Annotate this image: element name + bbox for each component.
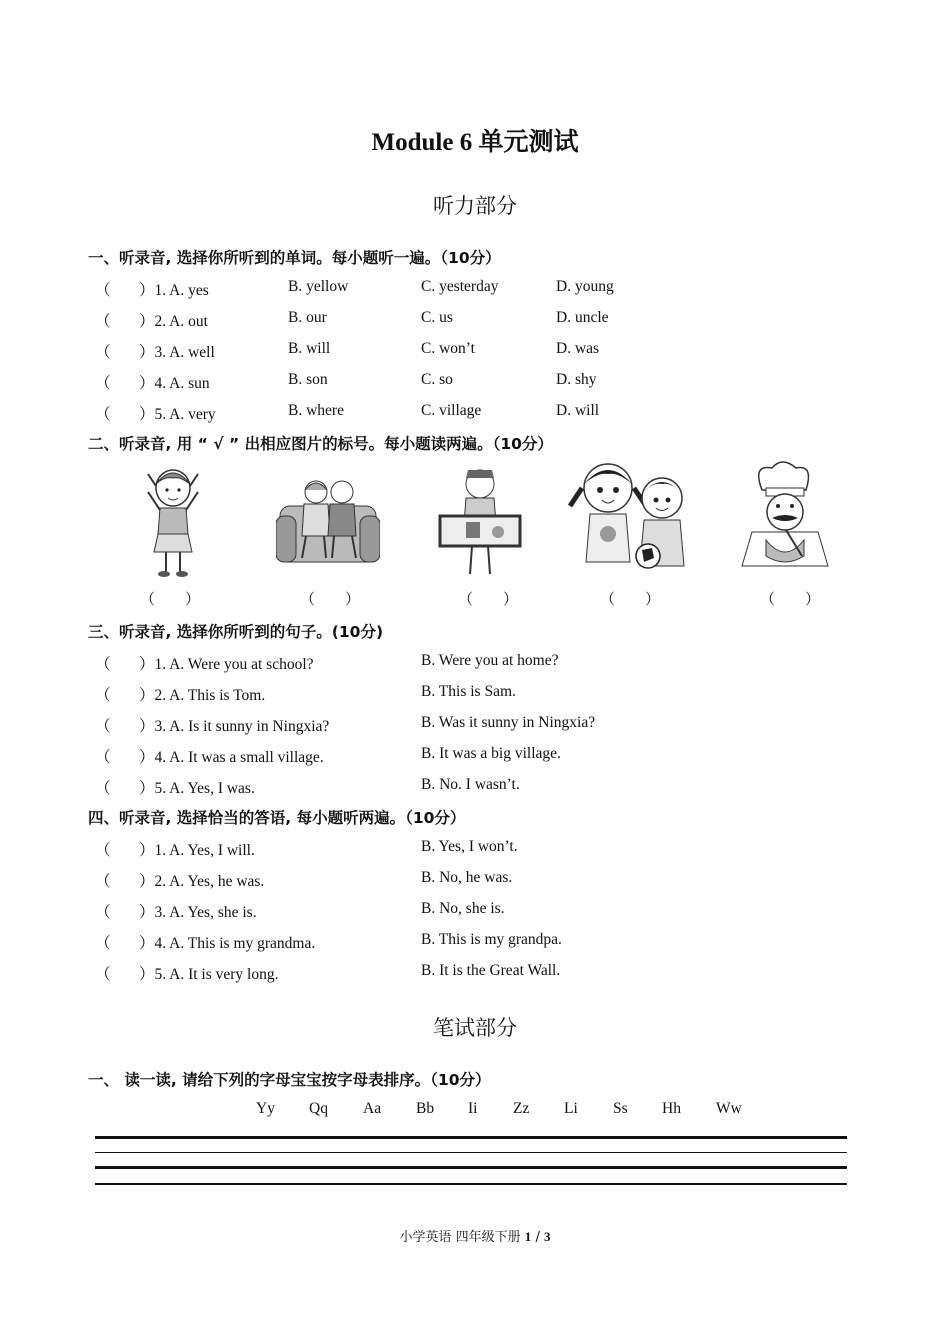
sec3-question-row bbox=[95, 683, 895, 705]
answer-paren: （ bbox=[95, 282, 111, 299]
chef-cooking-picture bbox=[722, 460, 848, 568]
answer-paren: （ bbox=[95, 935, 111, 952]
sec3-question-row bbox=[95, 745, 895, 767]
answer-paren: （ bbox=[95, 375, 111, 392]
answer-paren: （ bbox=[95, 687, 111, 704]
answer-paren: （ bbox=[95, 656, 111, 673]
letter-pair: Hh bbox=[662, 1100, 681, 1117]
question-option-a: ）1. A. yes bbox=[139, 282, 209, 299]
answer-paren: （ bbox=[95, 718, 111, 735]
answer-paren: （ bbox=[95, 406, 111, 423]
picture-answer-paren: （ ） bbox=[458, 592, 519, 608]
option-b: B. No, she is. bbox=[421, 900, 505, 917]
picture-answer-paren: （ ） bbox=[600, 592, 661, 608]
question-option-a: ）2. A. out bbox=[139, 313, 208, 330]
option-a: ）4. A. It was a small village. bbox=[139, 749, 324, 766]
answer-paren: （ bbox=[95, 842, 111, 859]
sec1-question-row bbox=[95, 402, 895, 424]
option-a: ）2. A. Yes, he was. bbox=[139, 873, 265, 890]
option-b: B. son bbox=[288, 371, 328, 388]
section-2-heading: 二、听录音, 用 “ √ ” 出相应图片的标号。每小题读两遍。（10分） bbox=[88, 435, 553, 453]
option-d: D. was bbox=[556, 340, 600, 357]
letter-pair: Ii bbox=[468, 1100, 478, 1117]
answer-paren: （ bbox=[95, 344, 111, 361]
option-a: ）1. A. Were you at school? bbox=[139, 656, 314, 673]
option-a: ）3. A. Is it sunny in Ningxia? bbox=[139, 718, 330, 735]
option-a: ）1. A. Yes, I will. bbox=[139, 842, 255, 859]
letter-pair: Aa bbox=[363, 1100, 382, 1117]
footer-total: 3 bbox=[543, 1229, 551, 1244]
writing-line-1 bbox=[95, 1136, 847, 1139]
option-b: B. our bbox=[288, 309, 327, 326]
question-option-a: ）4. A. sun bbox=[139, 375, 210, 392]
sec4-question-row bbox=[95, 962, 895, 984]
sec4-question-row bbox=[95, 900, 895, 922]
option-d: D. uncle bbox=[556, 309, 609, 326]
option-b: B. where bbox=[288, 402, 344, 419]
question-option-a: ）3. A. well bbox=[139, 344, 215, 361]
page-title: Module 6 单元测试 bbox=[371, 129, 579, 156]
option-b: B. This is my grandpa. bbox=[421, 931, 562, 948]
sec3-question-row bbox=[95, 776, 895, 798]
section-3-heading: 三、听录音, 选择你所听到的句子。(10分) bbox=[88, 623, 384, 641]
letter-pair: Zz bbox=[513, 1100, 530, 1117]
sec4-question-row bbox=[95, 931, 895, 953]
sec1-question-row bbox=[95, 371, 895, 393]
answer-paren: （ bbox=[95, 873, 111, 890]
option-b: B. Were you at home? bbox=[421, 652, 559, 669]
option-b: B. It was a big village. bbox=[421, 745, 561, 762]
option-c: C. so bbox=[421, 371, 453, 388]
option-b: B. This is Sam. bbox=[421, 683, 516, 700]
footer-sep: / bbox=[535, 1230, 540, 1245]
sec4-question-row bbox=[95, 869, 895, 891]
sec3-question-row bbox=[95, 714, 895, 736]
answer-paren: （ bbox=[95, 780, 111, 797]
option-b: B. No. I wasn’t. bbox=[421, 776, 520, 793]
sec4-question-row bbox=[95, 838, 895, 860]
letter-pair: Bb bbox=[416, 1100, 435, 1117]
letter-pair: Ww bbox=[716, 1100, 742, 1117]
writing-line-2 bbox=[95, 1152, 847, 1153]
option-c: C. won’t bbox=[421, 340, 475, 357]
option-b: B. Yes, I won’t. bbox=[421, 838, 518, 855]
writing-part-heading: 笔试部分 bbox=[433, 1016, 517, 1040]
writing-line-4 bbox=[95, 1183, 847, 1185]
sec1-question-row bbox=[95, 278, 895, 300]
letter-pair: Yy bbox=[256, 1100, 275, 1117]
picture-answer-paren: （ ） bbox=[760, 592, 821, 608]
listening-part-heading: 听力部分 bbox=[433, 194, 517, 218]
option-d: D. young bbox=[556, 278, 614, 295]
painting-of-girl-picture bbox=[436, 464, 524, 576]
option-a: ）5. A. Yes, I was. bbox=[139, 780, 255, 797]
option-b: B. will bbox=[288, 340, 331, 357]
option-b: B. Was it sunny in Ningxia? bbox=[421, 714, 596, 731]
option-c: C. yesterday bbox=[421, 278, 499, 295]
answer-paren: （ bbox=[95, 904, 111, 921]
option-b: B. It is the Great Wall. bbox=[421, 962, 561, 979]
letter-pair: Qq bbox=[309, 1100, 328, 1117]
children-with-ball-picture bbox=[568, 458, 700, 570]
answer-paren: （ bbox=[95, 313, 111, 330]
writing-1-heading: 一、 读一读, 请给下列的字母宝宝按字母表排序。（10分） bbox=[88, 1071, 491, 1089]
option-c: C. us bbox=[421, 309, 453, 326]
writing-line-3 bbox=[95, 1166, 847, 1169]
picture-answer-paren: （ ） bbox=[300, 592, 361, 608]
option-a: ）3. A. Yes, she is. bbox=[139, 904, 257, 921]
sec3-question-row bbox=[95, 652, 895, 674]
option-a: ）5. A. It is very long. bbox=[139, 966, 279, 983]
option-b: B. No, he was. bbox=[421, 869, 513, 886]
section-1-heading: 一、听录音, 选择你所听到的单词。每小题听一遍。（10分） bbox=[88, 249, 501, 267]
girl-picture bbox=[140, 462, 206, 580]
page-footer bbox=[0, 1226, 950, 1245]
footer-page: 1 bbox=[524, 1229, 532, 1244]
sec1-question-row bbox=[95, 340, 895, 362]
footer-text: 小学英语 四年级下册 bbox=[399, 1230, 521, 1245]
grandparents-on-sofa-picture bbox=[276, 470, 380, 570]
option-d: D. shy bbox=[556, 371, 597, 388]
option-a: ）2. A. This is Tom. bbox=[139, 687, 266, 704]
letter-pair: Ss bbox=[613, 1100, 628, 1117]
answer-paren: （ bbox=[95, 966, 111, 983]
question-option-a: ）5. A. very bbox=[139, 406, 216, 423]
picture-answer-paren: （ ） bbox=[140, 592, 201, 608]
answer-paren: （ bbox=[95, 749, 111, 766]
option-d: D. will bbox=[556, 402, 600, 419]
option-b: B. yellow bbox=[288, 278, 349, 295]
option-c: C. village bbox=[421, 402, 482, 419]
letter-pair: Li bbox=[564, 1100, 578, 1117]
option-a: ）4. A. This is my grandma. bbox=[139, 935, 316, 952]
section-4-heading: 四、听录音, 选择恰当的答语, 每小题听两遍。（10分） bbox=[88, 809, 466, 827]
sec1-question-row bbox=[95, 309, 895, 331]
